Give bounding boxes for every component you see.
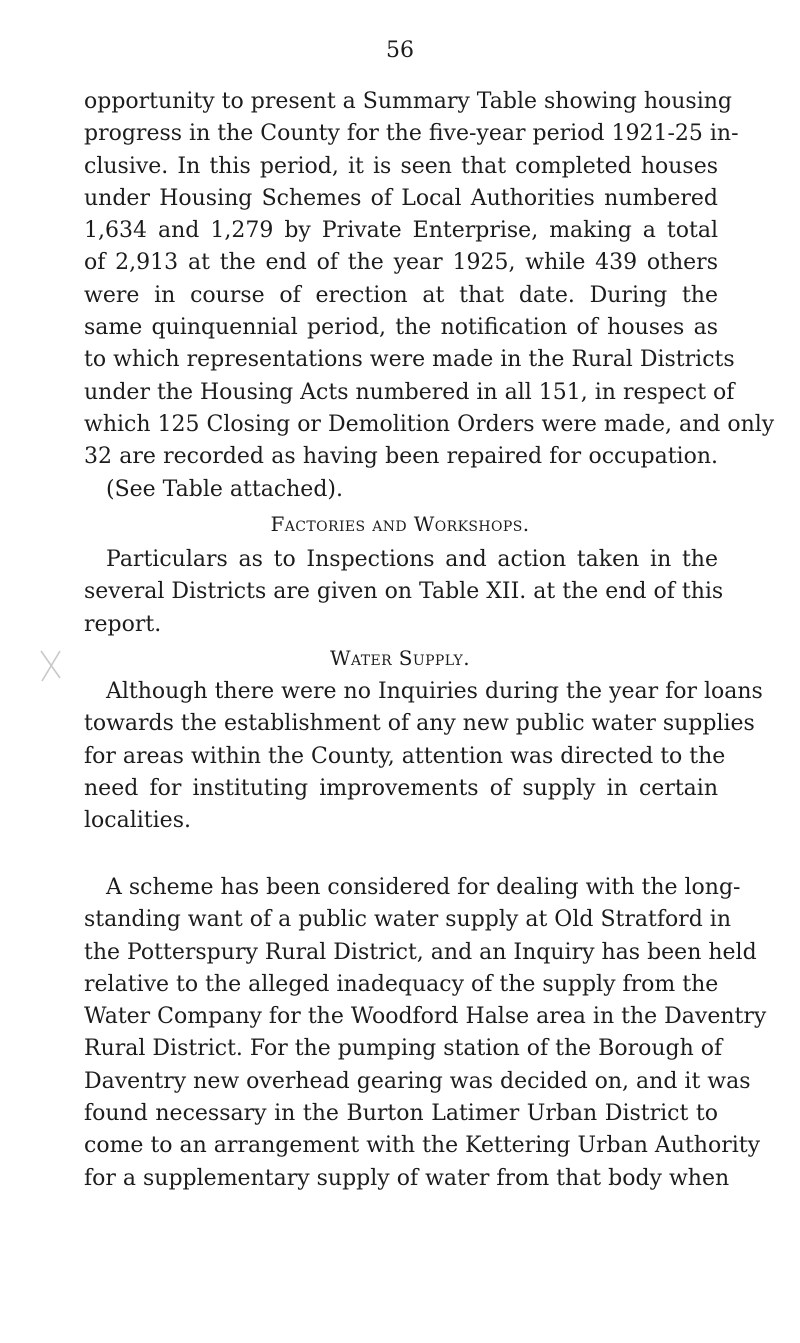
text-line: clusive. In this period, it is seen that completed houses [84,153,718,179]
water-supply-paragraph-2 [84,872,767,1195]
text-line: several Districts are given on Table XII. at the end of this [84,579,724,605]
text-line: Although there were no Inquiries during the year for loans [106,679,763,704]
text-line: come to an arrangement with the Kettering Urban Authority [84,1133,761,1159]
text-line: towards the establishment of any new public water supplies [84,711,755,737]
page-number: 56 [386,38,414,63]
text-line: (See Table attached). [106,476,343,502]
text-line: Particulars as to Inspections and action taken in the [106,547,718,572]
water-supply-paragraph-1 [84,676,763,837]
text-line: progress in the County for the five-year period 1921-25 in- [84,121,739,147]
text-line: opportunity to present a Summary Table showing housing [84,89,732,114]
section-heading-factories: Factories and Workshops. [270,512,530,536]
text-line: under the Housing Acts numbered in all 151, in respect of [84,379,735,405]
text-line: to which representations were made in the Rural Districts [84,347,735,373]
section-heading-water-supply: Water Supply. [330,646,470,670]
text-line: Water Company for the Woodford Halse area in the Daventry [84,1004,767,1030]
text-line: need for instituting improvements of supply in certain [84,775,718,801]
text-line: for areas within the County, attention was directed to the [84,743,726,769]
text-line: the Potterspury Rural District, and an Inquiry has been held [84,939,757,965]
text-line: localities. [84,808,191,834]
text-line: report. [84,611,162,637]
text-line: under Housing Schemes of Local Authorities numbered [84,185,718,211]
text-line: for a supplementary supply of water from that body when [84,1165,730,1191]
text-line: 32 are recorded as having been repaired for occupation. [84,444,718,470]
text-line: Rural District. For the pumping station of the Borough of [84,1036,723,1062]
text-line: standing want of a public water supply at Old Stratford in [84,907,732,933]
text-line: found necessary in the Burton Latimer Urban District to [84,1101,718,1127]
text-line: same quinquennial period, the notification of houses as [84,315,718,341]
text-line: relative to the alleged inadequacy of the supply from the [84,971,719,997]
text-line: of 2,913 at the end of the year 1925, while 439 others [84,250,718,276]
text-line: which 125 Closing or Demolition Orders were made, and only [84,411,775,437]
housing-paragraph [84,86,775,506]
text-line: 1,634 and 1,279 by Private Enterprise, making a total [84,218,718,244]
text-line: were in course of erection at that date. During the [84,282,718,308]
text-line: A scheme has been considered for dealing with the long- [106,875,741,900]
text-line: Daventry new overhead gearing was decided on, and it was [84,1068,751,1094]
factories-paragraph [84,544,724,641]
